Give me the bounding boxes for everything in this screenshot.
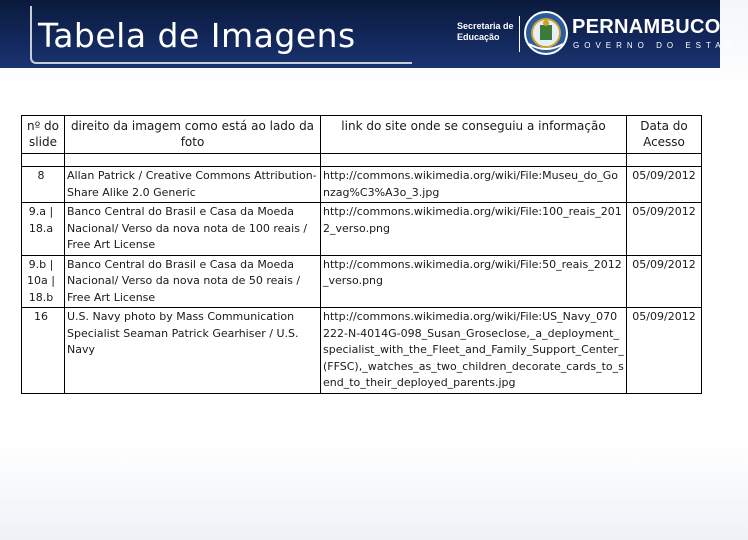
state-crest-icon xyxy=(523,10,569,56)
images-table-container xyxy=(21,115,701,394)
header-access-date: Data do Acesso xyxy=(627,116,702,154)
cell-slide: 9.a | 18.a xyxy=(22,203,65,256)
table-row xyxy=(22,167,702,203)
state-name: PERNAMBUCO xyxy=(572,16,721,38)
cell-date: 05/09/2012 xyxy=(627,255,702,308)
cell-rights: Banco Central do Brasil e Casa da Moeda Nacional/ Verso da nova nota de 50 reais / Free Art License xyxy=(65,255,321,308)
cell-rights: U.S. Navy photo by Mass Communication Specialist Seaman Patrick Gearhiser / U.S. Navy xyxy=(65,308,321,394)
table-row xyxy=(22,255,702,308)
cell-slide: 8 xyxy=(22,167,65,203)
cell-slide: 9.b | 10a | 18.b xyxy=(22,255,65,308)
cell-rights: Banco Central do Brasil e Casa da Moeda Nacional/ Verso da nova nota de 100 reais / Free Art License xyxy=(65,203,321,256)
cell-link[interactable]: http://commons.wikimedia.org/wiki/File:50_reais_2012_verso.png xyxy=(321,255,627,308)
cell-link[interactable]: http://commons.wikimedia.org/wiki/File:Museu_do_Gonzag%C3%A3o_3.jpg xyxy=(321,167,627,203)
state-subtitle: GOVERNO DO ESTADO xyxy=(573,41,748,50)
cell-slide: 16 xyxy=(22,308,65,394)
table-spacer-row xyxy=(22,154,702,167)
header-image-rights: direito da imagem como está ao lado da foto xyxy=(65,116,321,154)
table-row xyxy=(22,203,702,256)
cell-rights: Allan Patrick / Creative Commons Attribution-Share Alike 2.0 Generic xyxy=(65,167,321,203)
page-title: Tabela de Imagens xyxy=(38,16,356,55)
header-source-link: link do site onde se conseguiu a informação xyxy=(321,116,627,154)
secretaria-label xyxy=(457,21,517,43)
header-slide-number: nº do slide xyxy=(22,116,65,154)
table-header-row xyxy=(22,116,702,154)
secretaria-line-2: Educação xyxy=(457,32,500,42)
header-bar xyxy=(0,0,748,68)
table-row xyxy=(22,308,702,394)
cell-date: 05/09/2012 xyxy=(627,308,702,394)
cell-date: 05/09/2012 xyxy=(627,167,702,203)
cell-date: 05/09/2012 xyxy=(627,203,702,256)
logo-divider xyxy=(519,16,520,52)
images-table xyxy=(21,115,702,394)
cell-link[interactable]: http://commons.wikimedia.org/wiki/File:US_Navy_070222-N-4014G-098_Susan_Groseclose,_a_deployment_specialist_with_the_Fleet_and_Family_Support_Center_(FFSC),_watches_as_two_children_decorate_cards_to_send_to_their_deployed_parents.jpg xyxy=(321,308,627,394)
secretaria-line-1: Secretaria de xyxy=(457,21,514,31)
cell-link[interactable]: http://commons.wikimedia.org/wiki/File:100_reais_2012_verso.png xyxy=(321,203,627,256)
